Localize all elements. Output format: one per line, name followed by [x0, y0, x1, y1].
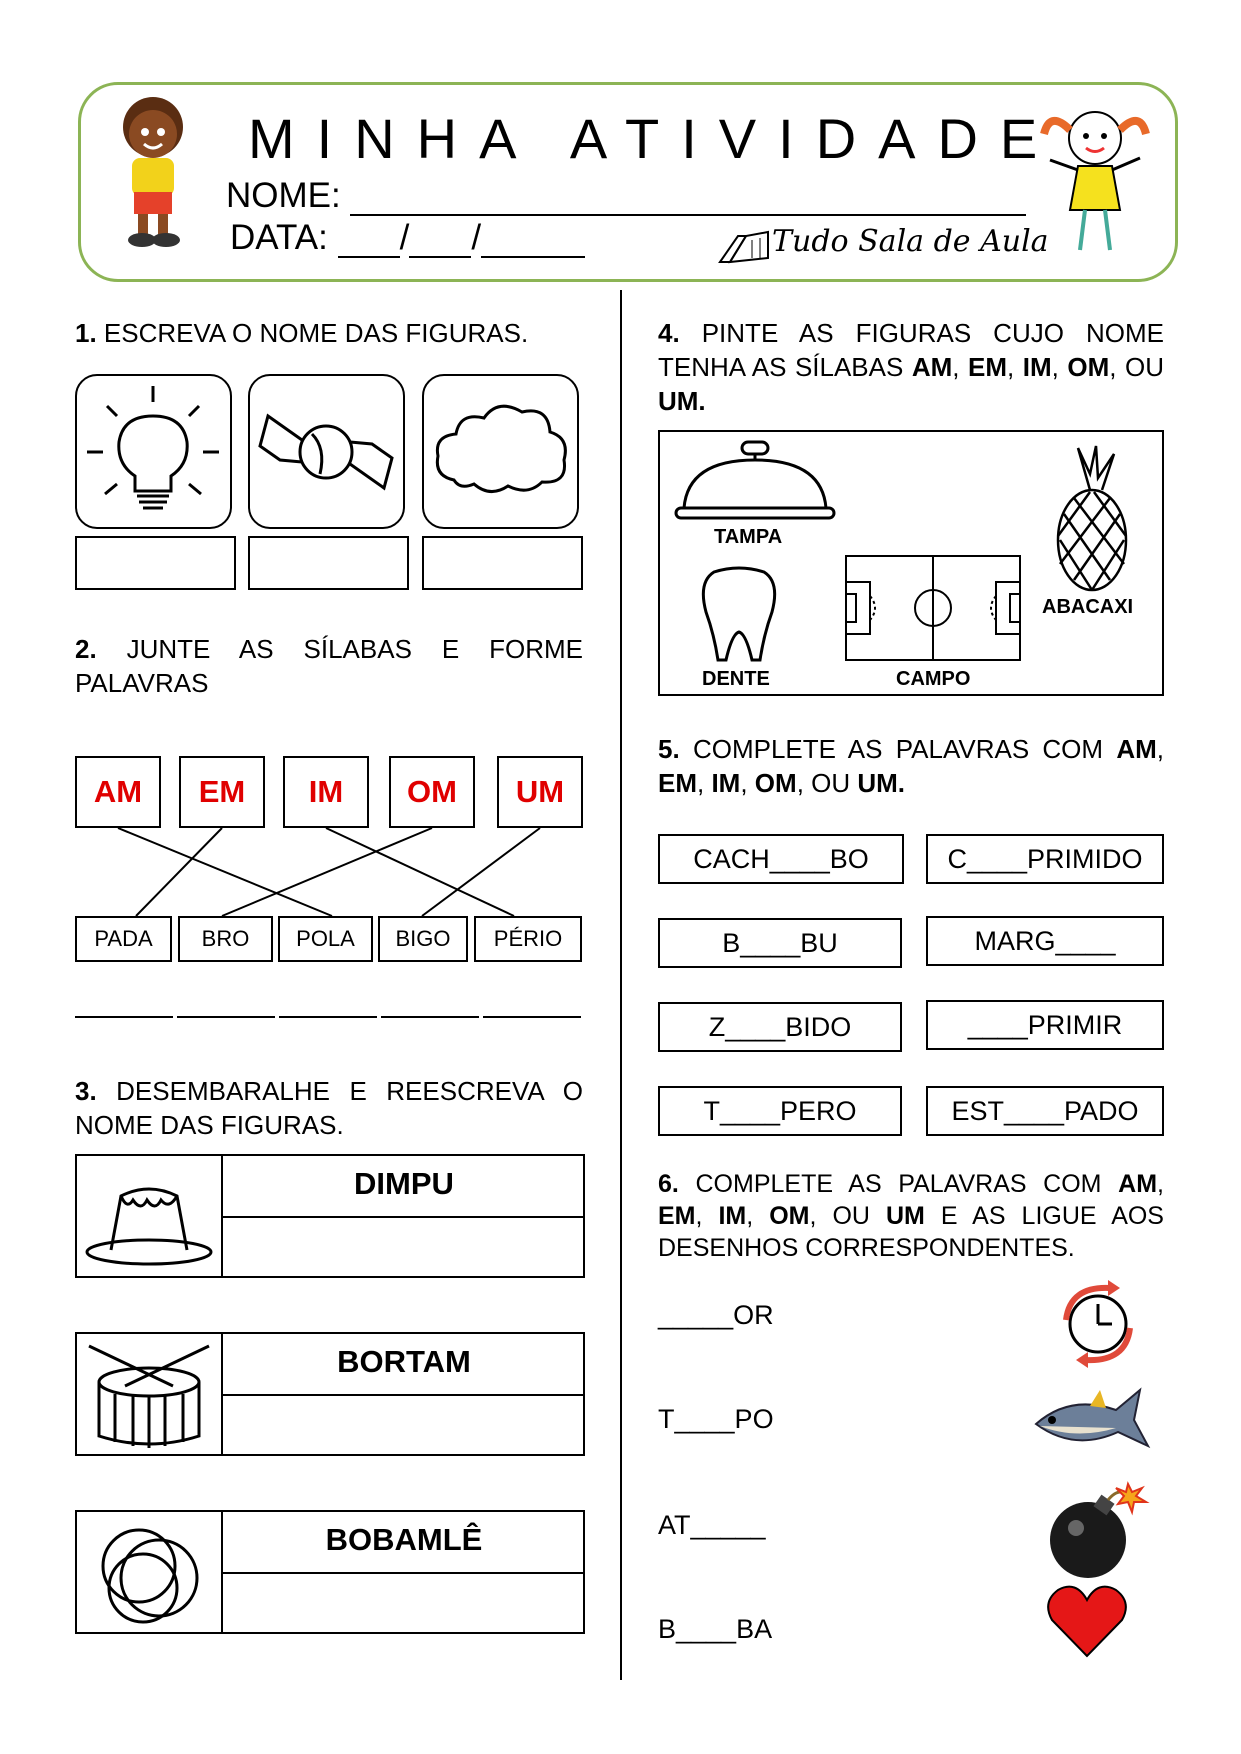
q1-answer-box[interactable]	[75, 536, 236, 590]
word-box[interactable]: EST____PADO	[926, 1086, 1164, 1136]
q1-answer-box[interactable]	[248, 536, 409, 590]
q6-word[interactable]: T____PO	[658, 1404, 774, 1434]
q4-number: 4.	[658, 318, 680, 348]
column-divider	[620, 290, 622, 1680]
q5-syllable: EM	[658, 768, 697, 798]
q3-row	[75, 1332, 585, 1456]
word-box[interactable]: T____PERO	[658, 1086, 902, 1136]
boy-illustration-icon	[108, 92, 198, 252]
date-year-field[interactable]	[481, 226, 585, 258]
q6-syllable: OM	[769, 1202, 810, 1230]
q6-syllable: IM	[718, 1202, 747, 1230]
scrambled-word: DIMPU	[354, 1166, 454, 1201]
book-logo-icon	[718, 222, 770, 264]
q4-ou: OU	[1125, 352, 1164, 382]
name-label: NOME:	[226, 176, 341, 215]
tray-lid-icon	[670, 438, 840, 526]
q2-text: JUNTE AS SÍLABAS E FORME PALAVRAS	[75, 634, 583, 698]
q3-answer-field[interactable]	[223, 1218, 585, 1276]
scrambled-word: BOBAMLÊ	[325, 1522, 483, 1557]
q6-text: COMPLETE AS PALAVRAS COM	[678, 1170, 1119, 1198]
word-part-box: POLA	[278, 916, 373, 962]
q5-syllable: OM	[754, 768, 797, 798]
word-box[interactable]: Z____BIDO	[658, 1002, 902, 1052]
q2-answer-line[interactable]	[381, 1016, 479, 1018]
q5-text: COMPLETE AS PALAVRAS COM	[679, 734, 1117, 764]
q6-syllable: UM	[885, 1202, 925, 1230]
scrambled-word: BORTAM	[337, 1344, 471, 1379]
q4-syllable: IM	[1022, 352, 1052, 382]
q4-syllable: AM	[911, 352, 953, 382]
name-row	[226, 176, 1026, 216]
q5-number: 5.	[658, 734, 680, 764]
q5-syllable: IM	[711, 768, 741, 798]
q3-row	[75, 1154, 585, 1278]
word-box[interactable]: C____PRIMIDO	[926, 834, 1164, 884]
tooth-icon	[694, 564, 784, 664]
q3-answer-field[interactable]	[223, 1396, 585, 1454]
light-bulb-icon	[77, 376, 230, 527]
date-label: DATA:	[230, 218, 328, 257]
q6-word[interactable]: AT_____	[658, 1510, 766, 1540]
date-separator: /	[471, 218, 482, 257]
q3-instruction	[75, 1074, 583, 1142]
syllable-box-am: AM	[75, 756, 161, 828]
date-row	[230, 218, 585, 258]
abacaxi-label: ABACAXI	[1042, 596, 1134, 618]
q1-image-box	[248, 374, 405, 529]
q6-number: 6.	[658, 1170, 679, 1198]
q6-syllable: EM	[658, 1202, 696, 1230]
date-day-field[interactable]	[338, 226, 400, 258]
q2-answer-line[interactable]	[279, 1016, 377, 1018]
q5-ou: , OU	[796, 768, 858, 798]
q2-answer-line[interactable]	[177, 1016, 275, 1018]
q1-answer-box[interactable]	[422, 536, 583, 590]
q4-text: PINTE AS FIGURAS CUJO NOME TENHA AS SÍLABAS	[658, 318, 1164, 382]
word-box[interactable]: MARG____	[926, 916, 1164, 966]
drum-icon	[81, 1338, 217, 1452]
q1-text: ESCREVA O NOME DAS FIGURAS.	[96, 318, 529, 348]
syllable-box-um: UM	[497, 756, 583, 828]
tuna-fish-icon	[1030, 1380, 1156, 1460]
q3-answer-field[interactable]	[223, 1574, 585, 1632]
q6-text-end: E AS LIGUE AOS DESENHOS CORRESPONDENTES.	[658, 1202, 1164, 1262]
word-part-box: PÉRIO	[474, 916, 582, 962]
syllable-box-em: EM	[179, 756, 265, 828]
date-separator: /	[399, 218, 410, 257]
q6-word[interactable]: B____BA	[658, 1614, 773, 1644]
pudding-icon	[81, 1166, 217, 1270]
q2-answer-line[interactable]	[75, 1016, 173, 1018]
q1-image-box	[75, 374, 232, 529]
q1-number: 1.	[75, 318, 97, 348]
rings-icon	[81, 1516, 217, 1630]
clock-arrows-icon	[1050, 1276, 1146, 1372]
date-month-field[interactable]	[409, 226, 471, 258]
q1-image-box	[422, 374, 579, 529]
q4-instruction: 4. PINTE AS FIGURAS CUJO NOME TENHA AS SÍLABAS AM, EM, IM, OM, OU UM.	[658, 318, 1164, 416]
word-part-box: BRO	[178, 916, 273, 962]
q6-syllable: AM	[1118, 1170, 1158, 1198]
q4-syllable: OM	[1067, 352, 1110, 382]
q6-word[interactable]: _____OR	[658, 1300, 774, 1330]
q1-instruction	[75, 316, 585, 350]
bomb-icon	[1044, 1478, 1154, 1582]
word-part-box: BIGO	[378, 916, 468, 962]
dente-label: DENTE	[702, 668, 770, 690]
q5-syllable: UM.	[857, 768, 906, 798]
heart-icon	[1044, 1582, 1130, 1662]
syllable-box-om: OM	[389, 756, 475, 828]
page-title: MINHA ATIVIDADE	[248, 107, 1060, 170]
q2-instruction	[75, 632, 583, 700]
q2-number: 2.	[75, 634, 97, 664]
q6-instruction: 6. COMPLETE AS PALAVRAS COM AM, EM, IM, OM, OU UM E AS LIGUE AOS DESENHOS CORRESPONDENTES.	[658, 1170, 1164, 1262]
q4-syllable: UM.	[658, 386, 706, 416]
q5-instruction: 5. COMPLETE AS PALAVRAS COM AM, EM, IM, OM, OU UM.	[658, 734, 1164, 798]
word-part-box: PADA	[75, 916, 172, 962]
name-field[interactable]	[350, 180, 1026, 216]
syllable-connector-lines	[60, 826, 600, 922]
q2-answer-line[interactable]	[483, 1016, 581, 1018]
cloud-icon	[424, 376, 577, 527]
word-box[interactable]: ____PRIMIR	[926, 1000, 1164, 1050]
q3-text: DESEMBARALHE E REESCREVA O NOME DAS FIGURAS.	[75, 1076, 583, 1140]
q4-syllable: EM	[968, 352, 1008, 382]
word-box[interactable]: B____BU	[658, 918, 902, 968]
word-box[interactable]: CACH____BO	[658, 834, 904, 884]
q4-picture-frame	[658, 430, 1164, 696]
pineapple-icon	[1040, 444, 1140, 594]
soccer-field-icon	[844, 554, 1022, 662]
syllable-box-im: IM	[283, 756, 369, 828]
q3-number: 3.	[75, 1076, 97, 1106]
tampa-label: TAMPA	[714, 526, 783, 548]
candy-icon	[250, 376, 403, 527]
brand-signature: Tudo Sala de Aula	[772, 224, 1049, 259]
q6-ou: , OU	[809, 1202, 886, 1230]
campo-label: CAMPO	[896, 668, 971, 690]
q3-row	[75, 1510, 585, 1634]
q5-syllable: AM	[1116, 734, 1157, 764]
